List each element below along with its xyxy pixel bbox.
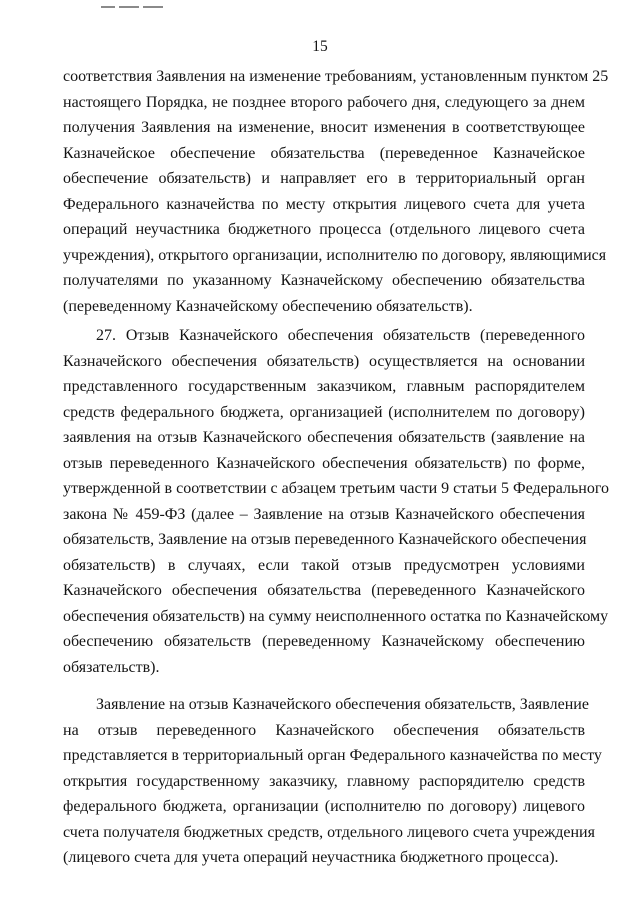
text-line: закона № 459-ФЗ (далее – Заявление на отзыв Казначейского обеспечения bbox=[63, 505, 585, 523]
text-line: представляется в территориальный орган Федерального казначейства по месту bbox=[63, 747, 602, 764]
text-line: 27. Отзыв Казначейского обеспечения обязательств (переведенного bbox=[96, 327, 585, 344]
text-line: отзыв переведенного Казначейского обеспечения обязательств) по форме, bbox=[63, 454, 585, 472]
text-line: на отзыв переведенного Казначейского обеспечения обязательств bbox=[63, 721, 585, 739]
page-number: 15 bbox=[312, 38, 328, 55]
text-line: заявления на отзыв Казначейского обеспечения обязательств (заявление на bbox=[63, 429, 585, 446]
text-line: учреждения), открытого организации, исполнителю по договору, являющимися bbox=[63, 246, 607, 264]
text-line: открытия государственному заказчику, главному распорядителю средств bbox=[63, 772, 585, 790]
text-line: утвержденной в соответствии с абзацем третьим части 9 статьи 5 Федерального bbox=[63, 480, 609, 497]
scan-artifact-mark bbox=[143, 6, 163, 8]
text-line: обязательств). bbox=[63, 658, 160, 676]
text-line: Заявление на отзыв Казначейского обеспечения обязательств, Заявление bbox=[96, 696, 589, 713]
text-line: (лицевого счета для учета операций неучастника бюджетного процесса). bbox=[63, 849, 559, 866]
text-line: обязательств) в случаях, если такой отзыв предусмотрен условиями bbox=[63, 556, 585, 574]
text-line: соответствия Заявления на изменение требованиям, установленным пунктом 25 bbox=[63, 68, 609, 85]
text-line: федерального бюджета, организации (исполнителю по договору) лицевого bbox=[63, 798, 585, 815]
text-line: получателями по указанному Казначейскому обеспечению обязательства bbox=[63, 272, 585, 289]
text-line: обеспечения обязательств) на сумму неисполненного остатка по Казначейскому bbox=[63, 607, 609, 625]
text-line: обязательств, Заявление на отзыв переведенного Казначейского обеспечения bbox=[63, 531, 587, 548]
paragraph-27 bbox=[63, 323, 609, 680]
scan-artifact-mark bbox=[101, 6, 115, 8]
paragraph-spacer bbox=[63, 684, 585, 692]
scan-artifact-mark bbox=[119, 6, 139, 8]
text-line: средств федерального бюджета, организацией (исполнителем по договору) bbox=[63, 403, 585, 421]
text-line: счета получателя бюджетных средств, отдельного лицевого счета учреждения bbox=[63, 823, 595, 841]
paragraph-continuation bbox=[63, 64, 609, 319]
paragraph-withdrawal-application bbox=[63, 692, 602, 871]
document-body bbox=[63, 64, 609, 875]
text-line: операций неучастника бюджетного процесса (отдельного лицевого счета bbox=[63, 221, 585, 238]
text-line: обеспечению обязательств (переведенному Казначейскому обеспечению bbox=[63, 633, 585, 650]
text-line: Казначейское обеспечение обязательства (переведенное Казначейское bbox=[63, 144, 585, 162]
text-line: получения Заявления на изменение, вносит изменения в соответствующее bbox=[63, 119, 585, 136]
text-line: Казначейского обеспечения обязательства (переведенного Казначейского bbox=[63, 582, 585, 599]
text-line: Казначейского обеспечения обязательств) осуществляется на основании bbox=[63, 352, 585, 370]
text-line: обеспечение обязательств) и направляет его в территориальный орган bbox=[63, 170, 585, 187]
text-line: представленного государственным заказчиком, главным распорядителем bbox=[63, 378, 585, 395]
text-line: (переведенному Казначейскому обеспечению обязательств). bbox=[63, 297, 473, 315]
text-line: настоящего Порядка, не позднее второго рабочего дня, следующего за днем bbox=[63, 93, 585, 111]
text-line: Федерального казначейства по месту открытия лицевого счета для учета bbox=[63, 195, 585, 213]
